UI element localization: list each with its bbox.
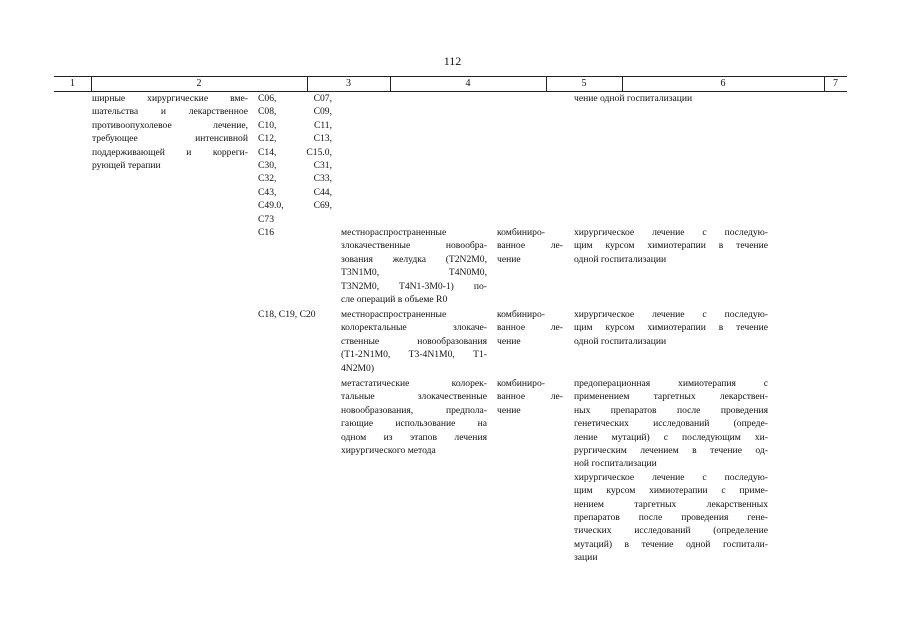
text-line: хирургическое лечение с последую- (574, 471, 768, 483)
text-line: применением таргетных лекарствен- (574, 391, 768, 403)
text-line: рующей терапии (92, 160, 161, 172)
text-line: ванное ле- (497, 240, 563, 252)
text-line: ванное ле- (497, 322, 563, 334)
text-line: противоопухолевое лечение, (92, 119, 248, 131)
block2-treatment-method (574, 226, 768, 266)
header-col-1: 1 (70, 78, 75, 89)
text-line: тических исследований (определение (574, 525, 768, 537)
code: C13, (313, 133, 332, 145)
text-line: местнораспространенные (341, 227, 447, 238)
text-line: зации (574, 552, 598, 564)
code: C30, (258, 159, 277, 171)
text-line: ной госпитализации (574, 458, 657, 470)
code: C73 (258, 213, 274, 225)
header-col-6: 6 (720, 78, 726, 89)
code-row (258, 199, 332, 212)
code: C11, (313, 119, 332, 131)
block2-treatment-type (497, 226, 563, 266)
code-row (258, 105, 332, 118)
text-line: комбиниро- (497, 227, 545, 238)
code: C44, (313, 186, 332, 198)
code: C49.0, (258, 200, 284, 212)
text-line: одной госпитализации (574, 335, 667, 347)
text-line: чение (497, 253, 521, 265)
text-line: ванное ле- (497, 391, 563, 403)
text-line: колоректальные злокаче- (341, 322, 487, 334)
block1-icd-codes (258, 92, 332, 226)
text-line: шательства и лекарственное (92, 106, 248, 118)
text-line: сле операций в объеме R0 (341, 294, 448, 306)
header-col-3: 3 (346, 78, 351, 89)
code-row (258, 172, 332, 185)
block4-diagnosis (341, 377, 487, 457)
code-row (258, 159, 332, 172)
code-row (258, 213, 332, 226)
text-line: комбиниро- (497, 378, 545, 389)
code: C32, (258, 173, 277, 185)
code-row (258, 119, 332, 132)
text-line: злокачественные новообра- (341, 240, 487, 252)
table-header-row (54, 76, 847, 92)
text-line: щим курсом химиотерапии в течение (574, 322, 768, 334)
text-line: ление мутаций) с последующим хи- (574, 431, 768, 443)
block3-treatment-method (574, 308, 768, 348)
code: C07, (313, 93, 332, 104)
block4-treatment-method (574, 377, 768, 565)
text-line: нением таргетных лекарственных (574, 498, 768, 510)
code: C31, (313, 159, 332, 171)
header-col-7: 7 (833, 78, 838, 89)
text-line: комбиниро- (497, 309, 545, 320)
code: C12, (258, 133, 277, 145)
text-line: предоперационная химиотерапия с (574, 378, 768, 389)
text-line: хирургическое лечение с последую- (574, 227, 768, 238)
text-line: зования желудка (T2N2M0, (341, 253, 487, 265)
code: C10, (258, 119, 277, 131)
text-line: препаратов после проведения гене- (574, 512, 768, 524)
text-line: 4N2M0) (341, 362, 375, 374)
block1-treatment-description (92, 92, 248, 172)
block3-treatment-type (497, 308, 563, 348)
block4-treatment-type (497, 377, 563, 417)
text-line: чение одной госпитализации (574, 93, 693, 104)
text-line: C18, C19, C20 (258, 309, 316, 320)
text-line: T3N2M0, T4N1-3M0-1) по- (341, 280, 487, 292)
code: C08, (258, 106, 277, 118)
text-line: ширные хирургические вме- (92, 93, 248, 104)
code: C06, (258, 93, 277, 104)
text-line: чение (497, 335, 521, 347)
text-line: тальные злокачественные (341, 391, 487, 403)
code-row (258, 132, 332, 145)
block1-treatment-method (574, 92, 768, 105)
text-line: C16 (258, 227, 274, 238)
block2-diagnosis (341, 226, 487, 306)
text-line: рургическим лечением в течение од- (574, 445, 768, 457)
text-line: (T1-2N1M0, T3-4N1M0, T1- (341, 349, 487, 361)
page-number: 112 (443, 54, 462, 68)
code: C43, (258, 186, 277, 198)
block2-icd-codes (258, 226, 332, 239)
code-row (258, 146, 332, 159)
header-col-4: 4 (465, 78, 471, 89)
code: C33, (313, 173, 332, 185)
code: C15.0, (306, 146, 332, 158)
text-line: ственные новообразования (341, 335, 487, 347)
text-line: генетических исследований (опреде- (574, 418, 768, 430)
text-line: щим курсом химиотерапии в течение (574, 240, 768, 252)
code: C69, (313, 200, 332, 212)
text-line: T3N1M0, T4N0M0, (341, 267, 487, 279)
text-line: щим курсом химиотерапии с приме- (574, 485, 768, 497)
text-line: местнораспространенные (341, 309, 447, 320)
text-line: гающие использование на (341, 418, 487, 430)
text-line: хирургического метода (341, 445, 436, 457)
code-row (258, 186, 332, 199)
block3-icd-codes (258, 308, 336, 321)
header-col-2: 2 (196, 78, 202, 89)
text-line: требующее интенсивной (92, 133, 248, 145)
code-row (258, 92, 332, 105)
text-line: хирургическое лечение с последую- (574, 309, 768, 320)
code: C09, (313, 106, 332, 118)
text-line: новообразования, предпола- (341, 404, 487, 416)
code: C14, (258, 146, 277, 158)
text-line: одном из этапов лечения (341, 431, 487, 443)
block3-diagnosis (341, 308, 487, 375)
text-line: поддерживающей и корреги- (92, 146, 248, 158)
text-line: метастатические колорек- (341, 378, 487, 389)
text-line: ных препаратов после проведения (574, 404, 768, 416)
text-line: мутаций) в течение одной госпитали- (574, 538, 768, 550)
text-line: чение (497, 404, 521, 416)
text-line: одной госпитализации (574, 253, 667, 265)
header-col-5: 5 (581, 78, 587, 89)
